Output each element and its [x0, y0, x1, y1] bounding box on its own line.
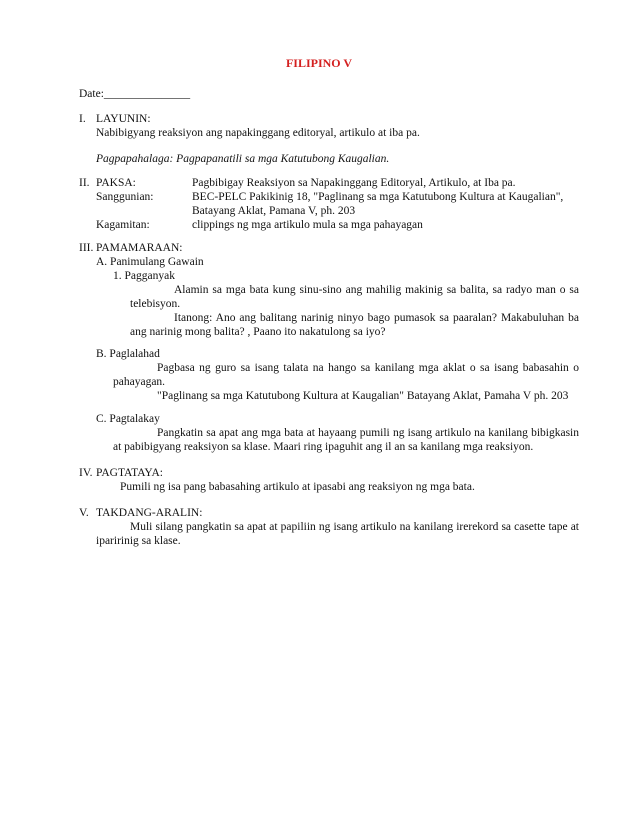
subsection-c-label: C. Pagtalakay [96, 413, 160, 425]
paglalahad-text-1: Pagbasa ng guro sa isang talata na hango sa kanilang mga aklat o sa isang babasahin o pahayagan. [113, 362, 579, 388]
section-heading: PAMAMARAAN: [96, 242, 183, 254]
paglalahad-text-2: "Paglinang sa mga Katutubong Kultura at Kaugalian" Batayang Aklat, Pamaha V ph. 203 [157, 390, 569, 402]
pagtataya-text: Pumili ng isa pang babasahing artikulo at ipasabi ang reaksiyon ng mga bata. [120, 481, 475, 493]
section-number: I. [79, 113, 86, 125]
section-heading: PAGTATAYA: [96, 467, 163, 479]
paksa-value: Pagbibigay Reaksiyon sa Napakinggang Editoryal, Artikulo, at Iba pa. [192, 177, 516, 189]
pagtalakay-text: Pangkatin sa apat ang mga bata at hayaang pumili ng isang artikulo na kanilang bibigkasin at pabibigyang reaksiyon sa klase. Maari ring ipaguhit ang il an sa kanilang mga reaksiyon. [113, 427, 579, 453]
subsection-a-label: A. Panimulang Gawain [96, 256, 204, 268]
layunin-text: Nabibigyang reaksiyon ang napakinggang editoryal, artikulo at iba pa. [96, 127, 420, 139]
date-line: Date:_______________ [79, 88, 191, 100]
section-number: IV. [79, 467, 93, 479]
paksa-label: PAKSA: [96, 177, 136, 189]
kagamitan-value: clippings ng mga artikulo mula sa mga pahayagan [192, 219, 423, 231]
sanggunian-label: Sanggunian: [96, 191, 154, 203]
kagamitan-label: Kagamitan: [96, 219, 150, 231]
document-title: FILIPINO V [285, 56, 353, 70]
pagpapahalaga-text: Pagpapahalaga: Pagpapanatili sa mga Katutubong Kaugalian. [96, 153, 390, 165]
section-number: II. [79, 177, 90, 189]
sanggunian-value-cont: Batayang Aklat, Pamana V, ph. 203 [192, 205, 356, 217]
sanggunian-value: BEC-PELC Pakikinig 18, "Paglinang sa mga Katutubong Kultura at Kaugalian", [192, 191, 564, 203]
item-1-label: 1. Pagganyak [113, 270, 175, 282]
section-heading: LAYUNIN: [96, 113, 151, 125]
section-heading: TAKDANG-ARALIN: [96, 507, 203, 519]
subsection-b-label: B. Paglalahad [96, 348, 160, 360]
takdang-aralin-text: Muli silang pangkatin sa apat at papiliin ng isang artikulo na kanilang irerekord sa casette tape at iparirinig sa klase. [96, 521, 579, 547]
pagganyak-text-2: Itanong: Ano ang balitang narinig ninyo bago pumasok sa paaralan? Makabuluhan ba ang narinig mong balita? , Paano ito nakatulong sa iyo? [130, 312, 579, 338]
pagganyak-text-1: Alamin sa mga bata kung sinu-sino ang mahilig makinig sa balita, sa radyo man o sa telebisyon. [130, 284, 579, 310]
section-number: III. [79, 242, 94, 254]
section-number: V. [79, 507, 89, 519]
